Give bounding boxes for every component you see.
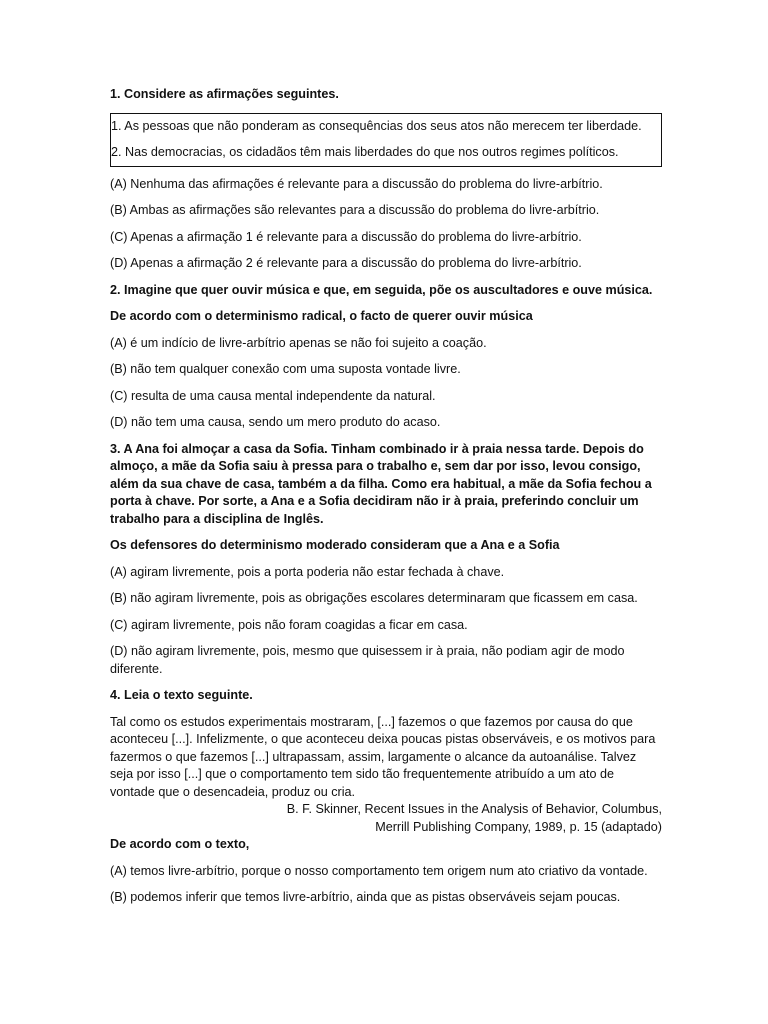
question-3-option-b: (B) não agiram livremente, pois as obrigações escolares determinaram que ficassem em casa. bbox=[110, 591, 638, 605]
statement-1: 1. As pessoas que não ponderam as consequências dos seus atos não merecem ter liberdade. bbox=[111, 118, 642, 133]
question-2-title: 2. Imagine que quer ouvir música e que, em seguida, põe os auscultadores e ouve música. bbox=[110, 282, 653, 297]
question-4-quote: Tal como os estudos experimentais mostraram, [...] fazemos o que fazemos por causa do que aconteceu [...]. Infelizmente, o que aconteceu deixa poucas pistas observáveis, e os motivos para fazermos o que fazemos [...] ultrapassam, assim, largamente o alcance da autoanálise. Talvez seja por isso [...] que o comportamento tem sido tão frequentemente atribuído a um ato de vontade que o desencadeia, produz ou cria. bbox=[110, 714, 656, 799]
question-1-option-c: (C) Apenas a afirmação 1 é relevante para a discussão do problema do livre-arbítrio. bbox=[110, 229, 582, 244]
question-3-option-c: (C) agiram livremente, pois não foram coagidas a ficar em casa. bbox=[110, 617, 468, 632]
question-2-option-d: (D) não tem uma causa, sendo um mero produto do acaso. bbox=[110, 415, 441, 429]
question-4-stem: De acordo com o texto, bbox=[110, 837, 250, 851]
question-2-stem: De acordo com o determinismo radical, o facto de querer ouvir música bbox=[110, 309, 533, 323]
statements-box bbox=[110, 113, 662, 167]
statement-2: 2. Nas democracias, os cidadãos têm mais liberdades do que nos outros regimes políticos. bbox=[111, 145, 619, 159]
question-4-option-a: (A) temos livre-arbítrio, porque o nosso comportamento tem origem num ato criativo da vontade. bbox=[110, 863, 648, 878]
question-2-option-b: (B) não tem qualquer conexão com uma suposta vontade livre. bbox=[110, 362, 461, 376]
question-4-option-b: (B) podemos inferir que temos livre-arbítrio, ainda que as pistas observáveis sejam poucas. bbox=[110, 890, 621, 904]
document-page bbox=[110, 86, 662, 916]
question-3-stem: Os defensores do determinismo moderado consideram que a Ana e a Sofia bbox=[110, 538, 560, 552]
question-2-option-c: (C) resulta de uma causa mental independente da natural. bbox=[110, 388, 436, 403]
question-1-option-d: (D) Apenas a afirmação 2 é relevante para a discussão do problema do livre-arbítrio. bbox=[110, 256, 582, 270]
question-3-option-a: (A) agiram livremente, pois a porta poderia não estar fechada à chave. bbox=[110, 564, 505, 579]
quote-source-line-2: Merrill Publishing Company, 1989, p. 15 (adaptado) bbox=[375, 819, 662, 834]
question-1-option-a: (A) Nenhuma das afirmações é relevante para a discussão do problema do livre-arbítrio. bbox=[110, 176, 603, 191]
question-3-option-d: (D) não agiram livremente, pois, mesmo que quisessem ir à praia, não podiam agir de modo diferente. bbox=[110, 644, 625, 676]
question-4-title: 4. Leia o texto seguinte. bbox=[110, 688, 253, 702]
question-1-title: 1. Considere as afirmações seguintes. bbox=[110, 87, 339, 101]
quote-source-line-1: B. F. Skinner, Recent Issues in the Analysis of Behavior, Columbus, bbox=[286, 802, 662, 816]
question-3-title: 3. A Ana foi almoçar a casa da Sofia. Tinham combinado ir à praia nessa tarde. Depois do almoço, a mãe da Sofia saiu à pressa para o trabalho e, sem dar por isso, levou consigo, além da sua chave de casa, também a da filha. Como era habitual, a mãe da Sofia fechou a porta à chave. Por sorte, a Ana e a Sofia decidiram não ir à praia, preferindo concluir um trabalho para a disciplina de Inglês. bbox=[110, 441, 652, 526]
quote-source bbox=[110, 801, 662, 836]
question-1-option-b: (B) Ambas as afirmações são relevantes para a discussão do problema do livre-arbítrio. bbox=[110, 203, 600, 217]
question-2-option-a: (A) é um indício de livre-arbítrio apenas se não foi sujeito a coação. bbox=[110, 335, 487, 350]
